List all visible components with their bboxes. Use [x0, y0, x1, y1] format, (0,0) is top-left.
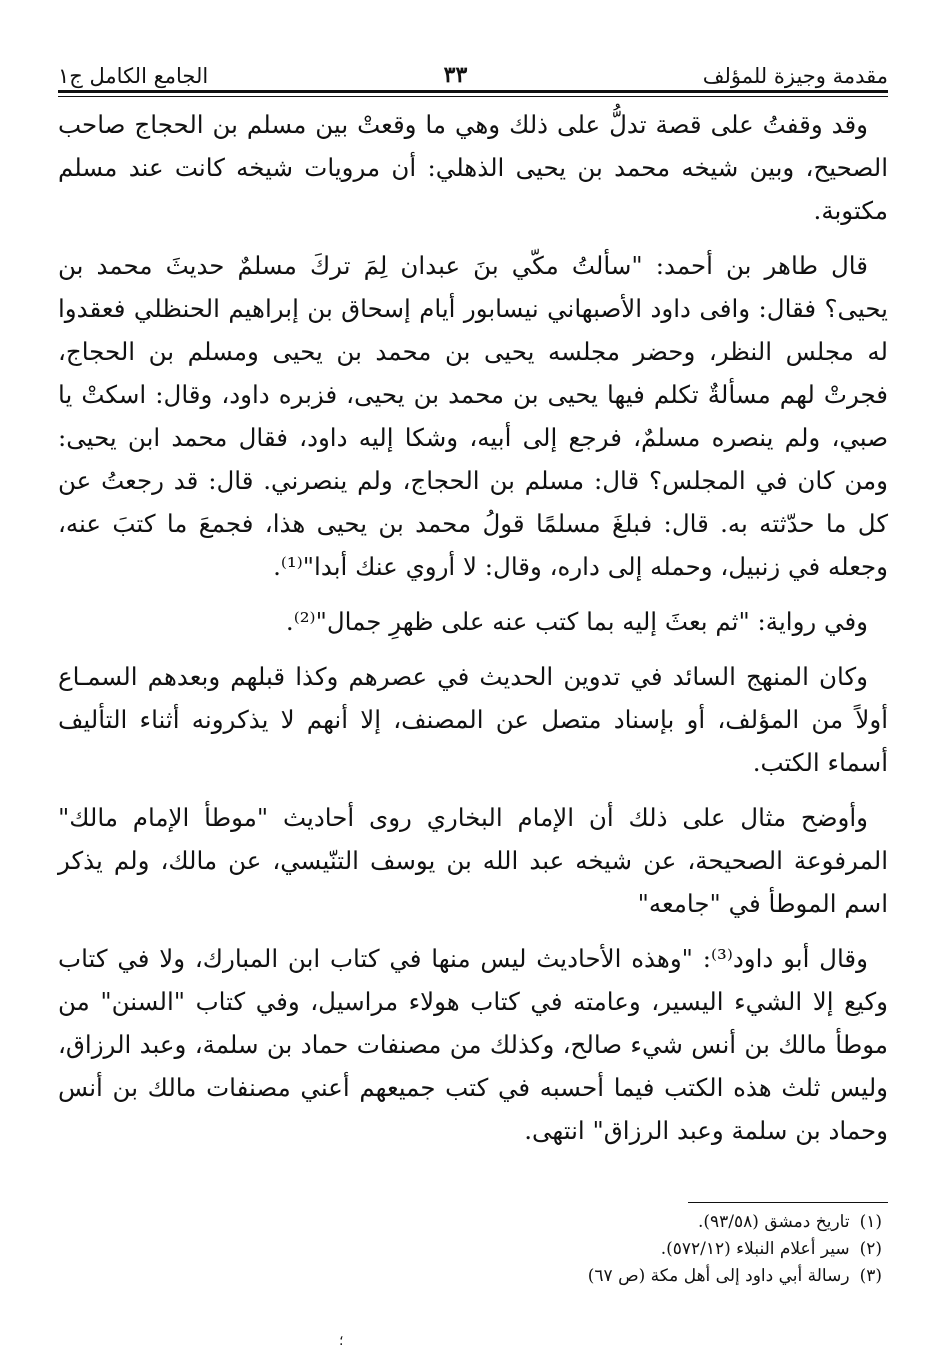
footnote [58, 1209, 888, 1236]
footnote-text: تاريخ دمشق (٩٣/٥٨). [697, 1212, 850, 1232]
header-rule-thin [58, 96, 888, 97]
footnote-text: سير أعلام النبلاء (٥٧٢/١٢). [660, 1239, 850, 1259]
main-text [58, 103, 888, 1152]
footnotes [58, 1209, 888, 1290]
header-right-title: مقدمة وجيزة للمؤلف [702, 64, 888, 88]
footnote-number: (١) [859, 1212, 882, 1232]
footnote [58, 1263, 888, 1290]
page-number: ٣٣ [443, 62, 468, 88]
running-header [58, 50, 888, 88]
paragraph: قال طاهر بن أحمد: "سألتُ مكّي بنَ عبدان لِمَ تركَ مسلمٌ حديثَ محمد بن يحيى؟ فقال: وافى داود الأصبهاني نيسابور أيام إسحاق بن إبراهيم الحنظلي فعقدوا له مجلس النظر، وحضر مجلسه يحيى بن محمد بن يحيى ومسلم بن الحجاج، فجرتْ لهم مسألةٌ تكلم فيها يحيى بن محمد بن يحيى، فزبره داود، وقال: اسكتْ يا صبي، ولم ينصره مسلمٌ، فرجع إلى أبيه، وشكا إليه داود، فقال محمد ابن يحيى: ومن كان في المجلس؟ قال: مسلم بن الحجاج، ولم ينصرني. قال: قد رجعتُ عن كل ما حدّثته به. قال: فبلغَ مسلمًا قولُ محمد بن يحيى هذا، فجمعَ ما كتبَ عنه، وجعله في زنبيل، وحمله إلى داره، وقال: لا أروي عنك أبدا"⁽¹⁾. [58, 251, 888, 581]
footnote-separator [688, 1202, 888, 1203]
paragraph: وكان المنهج السائد في تدوين الحديث في عصرهم وكذا قبلهم وبعدهم السمـاع أولاً من المؤلف، أو بإسناد متصل عن المصنف، إلا أنهم لا يذكرونه أثناء التأليف أسماء الكتب. [58, 662, 888, 777]
book-page [58, 50, 888, 1290]
paragraph: وقد وقفتُ على قصة تدلُّ على ذلك وهي ما وقعتْ بين مسلم بن الحجاج صاحب الصحيح، وبين شيخه محمد بن يحيى الذهلي: أن مرويات شيخه كانت عند مسلم مكتوبة. [58, 110, 888, 225]
footnote [58, 1236, 888, 1263]
paragraph: وقال أبو داود⁽³⁾: "وهذه الأحاديث ليس منها في كتاب ابن المبارك، ولا في كتاب وكيع إلا الشيء اليسير، وعامته في كتاب هولاء مراسيل، وفي كتاب "السنن" من موطأ مالك بن أنس شيء صالح، وكذلك من مصنفات حماد بن سلمة، وعبد الرزاق، وليس ثلث هذه الكتب فيما أحسبه في كتب جميعهم أعني مصنفات مالك بن أنس وحماد بن سلمة وعبد الرزاق" انتهى. [58, 944, 888, 1145]
footnote-number: (٢) [859, 1239, 882, 1259]
paragraph: وفي رواية: "ثم بعثَ إليه بما كتب عنه على ظهرِ جمال"⁽²⁾. [285, 607, 868, 636]
header-rule-thick [58, 90, 888, 93]
bottom-mark: ؛ [339, 1333, 344, 1349]
paragraph: وأوضح مثال على ذلك أن الإمام البخاري روى أحاديث "موطأ الإمام مالك" المرفوعة الصحيحة، عن شيخه عبد الله بن يوسف التنّيسي، عن مالك، ولم يذكر اسم الموطأ في "جامعه" [58, 803, 888, 918]
header-left-title: الجامع الكامل ج١ [58, 64, 209, 88]
footnote-number: (٣) [859, 1266, 882, 1286]
footnote-text: رسالة أبي داود إلى أهل مكة (ص ٦٧) [587, 1266, 850, 1286]
